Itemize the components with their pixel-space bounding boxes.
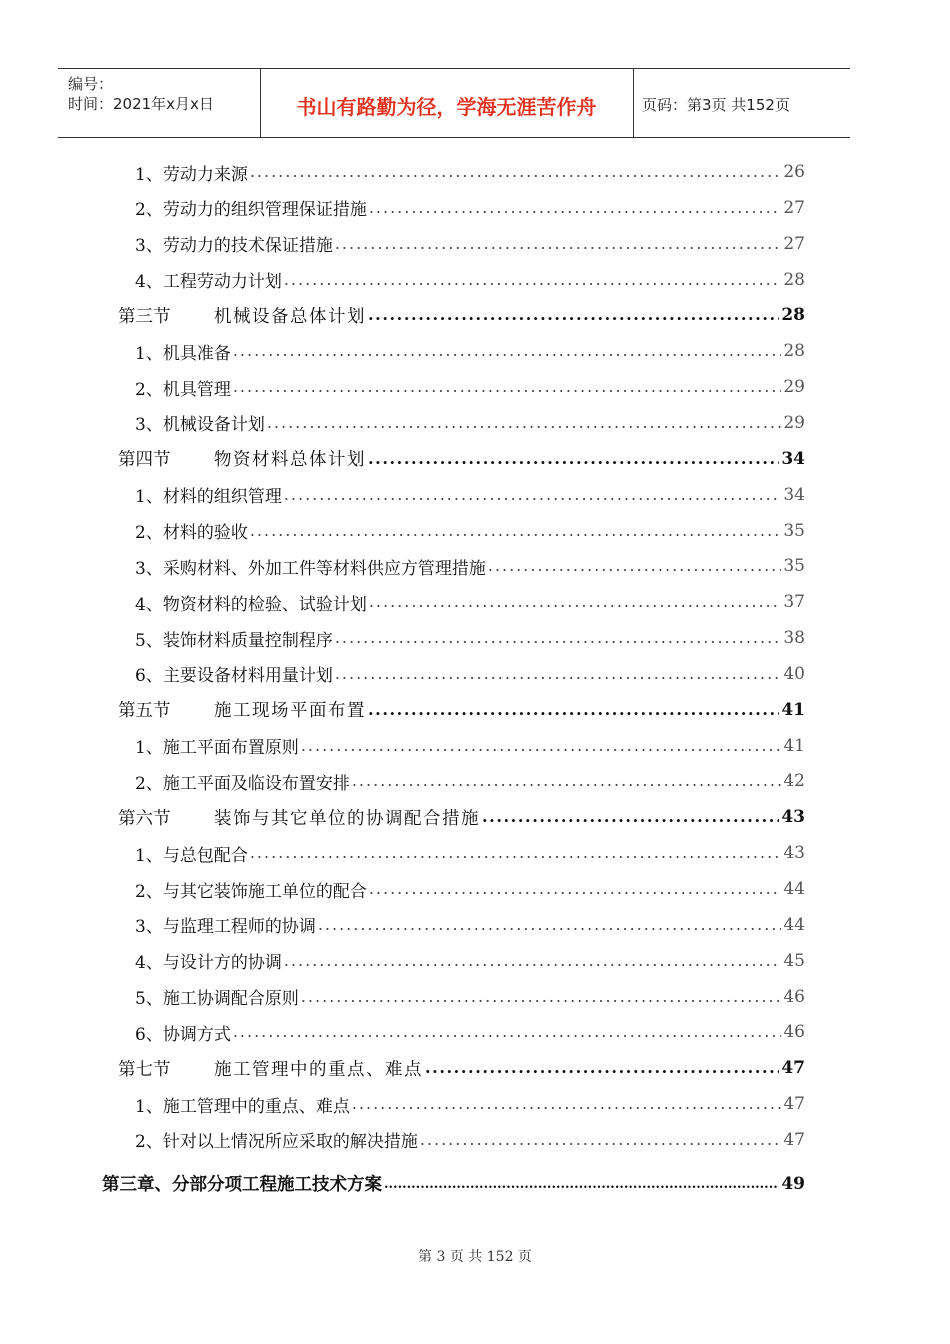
toc-dot-leader [335, 661, 781, 687]
toc-page-number: 43 [781, 807, 805, 828]
toc-entry-title: 物资材料总体计划 [214, 450, 366, 471]
toc-dot-leader [267, 410, 781, 436]
document-header [58, 68, 850, 138]
toc-entry-title: 1、材料的组织管理 [135, 487, 282, 508]
toc-entry-heading [118, 303, 366, 328]
toc-page-number: 46 [783, 986, 805, 1007]
toc-subsection-entry[interactable] [135, 267, 805, 293]
toc-subsection-entry[interactable] [135, 589, 805, 615]
toc-section-number: 第六节 [118, 808, 171, 829]
toc-page-number: 27 [783, 197, 805, 218]
toc-entry-heading [118, 805, 480, 830]
toc-page-number: 29 [783, 412, 805, 433]
header-info-cell [58, 69, 261, 137]
toc-dot-leader [368, 697, 779, 723]
toc-dot-leader [284, 482, 781, 508]
toc-section-entry[interactable] [118, 446, 805, 472]
toc-entry-title: 1、劳动力来源 [135, 164, 248, 185]
toc-page-number: 27 [783, 233, 805, 254]
toc-entry-title: 3、采购材料、外加工件等材料供应方管理措施 [135, 558, 486, 579]
toc-subsection-entry[interactable] [135, 768, 805, 794]
toc-subsection-entry[interactable] [135, 374, 805, 400]
toc-page-number: 47 [783, 1094, 805, 1115]
toc-subsection-entry[interactable] [135, 1091, 805, 1117]
toc-page-number: 28 [781, 305, 805, 326]
toc-subsection-entry[interactable] [135, 553, 805, 579]
toc-page-number: 34 [781, 448, 805, 469]
toc-section-entry[interactable] [118, 697, 805, 723]
toc-dot-leader [233, 338, 781, 364]
toc-entry-title: 3、与监理工程师的协调 [135, 917, 316, 938]
toc-page-number: 35 [783, 556, 805, 577]
toc-dot-leader [250, 159, 781, 185]
toc-section-number: 第三节 [118, 306, 171, 327]
toc-entry-title: 4、与设计方的协调 [135, 953, 282, 974]
toc-subsection-entry[interactable] [135, 231, 805, 257]
toc-subsection-entry[interactable] [135, 1019, 805, 1045]
toc-subsection-entry[interactable] [135, 195, 805, 221]
toc-entry-title: 2、与其它装饰施工单位的配合 [135, 881, 367, 902]
toc-entry-title: 5、施工协调配合原则 [135, 989, 299, 1010]
toc-entry-title: 6、协调方式 [135, 1024, 231, 1045]
toc-entry-title: 第三章、分部分项工程施工技术方案 [102, 1175, 382, 1196]
toc-dot-leader [284, 267, 781, 293]
toc-dot-leader [482, 804, 779, 830]
toc-entry-title: 装饰与其它单位的协调配合措施 [214, 808, 480, 829]
toc-section-number: 第四节 [118, 450, 171, 471]
document-number-label: 编号： [68, 75, 114, 93]
toc-dot-leader [335, 625, 781, 651]
toc-dot-leader [369, 589, 781, 615]
toc-subsection-entry[interactable] [135, 661, 805, 687]
toc-entry-title: 施工管理中的重点、难点 [214, 1059, 423, 1080]
toc-page-number: 26 [783, 162, 805, 182]
toc-entry-heading [118, 697, 366, 722]
toc-entry-title: 5、装饰材料质量控制程序 [135, 630, 333, 651]
toc-subsection-entry[interactable] [135, 1127, 805, 1153]
toc-page-number: 28 [783, 269, 805, 290]
toc-dot-leader [233, 374, 781, 400]
toc-dot-leader [233, 1019, 781, 1045]
toc-entry-heading [118, 1056, 423, 1081]
toc-subsection-entry[interactable] [135, 876, 805, 902]
toc-dot-leader [368, 302, 779, 328]
toc-entry-title: 6、主要设备材料用量计划 [135, 666, 333, 687]
toc-page-number: 40 [783, 663, 805, 684]
toc-entry-title: 1、施工管理中的重点、难点 [135, 1096, 350, 1117]
toc-entry-title: 1、施工平面布置原则 [135, 738, 299, 759]
page-footer: 第 3 页 共 152 页 [418, 1249, 532, 1265]
toc-page-number: 44 [783, 879, 805, 899]
toc-chapter-entry[interactable] [102, 1171, 805, 1197]
header-motto-cell [260, 69, 634, 137]
toc-page-number: 45 [783, 950, 805, 971]
toc-entry-title: 2、针对以上情况所应采取的解决措施 [135, 1132, 418, 1153]
toc-dot-leader [301, 984, 781, 1010]
toc-dot-leader [368, 446, 779, 472]
toc-page-number: 47 [781, 1058, 805, 1079]
toc-subsection-entry[interactable] [135, 625, 805, 651]
toc-entry-title: 2、劳动力的组织管理保证措施 [135, 200, 367, 221]
toc-entry-title: 1、与总包配合 [135, 845, 248, 866]
toc-page-number: 44 [783, 914, 805, 935]
toc-page-number: 37 [783, 592, 805, 613]
toc-subsection-entry[interactable] [135, 482, 805, 508]
toc-page-number: 41 [781, 699, 805, 720]
toc-page-number: 46 [783, 1022, 805, 1043]
toc-section-number: 第五节 [118, 701, 171, 722]
toc-entry-title: 施工现场平面布置 [214, 701, 366, 722]
toc-subsection-entry[interactable] [135, 733, 805, 759]
toc-dot-leader [425, 1055, 779, 1081]
toc-page-number: 41 [783, 735, 805, 756]
toc-subsection-entry[interactable] [135, 159, 805, 185]
toc-dot-leader [352, 768, 781, 794]
toc-page-number: 47 [783, 1129, 805, 1150]
toc-dot-leader [250, 518, 781, 544]
toc-subsection-entry[interactable] [135, 840, 805, 866]
toc-section-entry[interactable] [118, 804, 805, 830]
toc-entry-title: 机械设备总体计划 [214, 306, 366, 327]
toc-page-number: 35 [783, 520, 805, 541]
header-page-info: 页码：第3页 共152页 [642, 96, 790, 114]
toc-page-number: 34 [783, 484, 805, 505]
toc-dot-leader [488, 553, 781, 579]
toc-subsection-entry[interactable] [135, 912, 805, 938]
toc-subsection-entry[interactable] [135, 410, 805, 436]
toc-dot-leader [369, 876, 781, 902]
toc-entry-title: 2、施工平面及临设布置安排 [135, 773, 350, 794]
toc-entry-title: 2、材料的验收 [135, 523, 248, 543]
toc-dot-leader [352, 1091, 781, 1117]
toc-entry-title: 3、劳动力的技术保证措施 [135, 236, 333, 257]
toc-page-number: 38 [783, 628, 805, 649]
toc-dot-leader [301, 733, 781, 759]
toc-entry-heading [118, 446, 366, 471]
toc-section-entry[interactable] [118, 1055, 805, 1081]
toc-entry-title: 4、物资材料的检验、试验计划 [135, 594, 367, 615]
toc-section-number: 第七节 [118, 1059, 171, 1080]
toc-entry-title: 1、机具准备 [135, 343, 231, 364]
toc-page-number: 28 [783, 341, 805, 362]
toc-subsection-entry[interactable] [135, 948, 805, 974]
toc-entry-title: 4、工程劳动力计划 [135, 272, 282, 293]
document-time-label: 时间：2021年x月x日 [68, 95, 214, 113]
toc-entry-title: 3、机械设备计划 [135, 415, 265, 436]
toc-subsection-entry[interactable] [135, 984, 805, 1010]
toc-dot-leader [250, 840, 781, 866]
toc-page-number: 43 [783, 843, 805, 864]
toc-page-number: 42 [783, 771, 805, 792]
toc-dot-leader [335, 231, 781, 257]
toc-subsection-entry[interactable] [135, 338, 805, 364]
toc-dot-leader [318, 912, 781, 938]
toc-section-entry[interactable] [118, 302, 805, 328]
toc-dot-leader [284, 948, 781, 974]
toc-entry-title: 2、机具管理 [135, 379, 231, 400]
header-motto: 书山有路勤为径，学海无涯苦作舟 [296, 95, 597, 119]
toc-subsection-entry[interactable] [135, 518, 805, 544]
header-page-cell [634, 69, 850, 137]
toc-page-number: 29 [783, 377, 805, 398]
toc-dot-leader [420, 1127, 781, 1153]
toc-dot-leader [369, 195, 781, 221]
toc-page-number: 49 [781, 1173, 805, 1194]
toc-dot-leader [384, 1171, 779, 1197]
